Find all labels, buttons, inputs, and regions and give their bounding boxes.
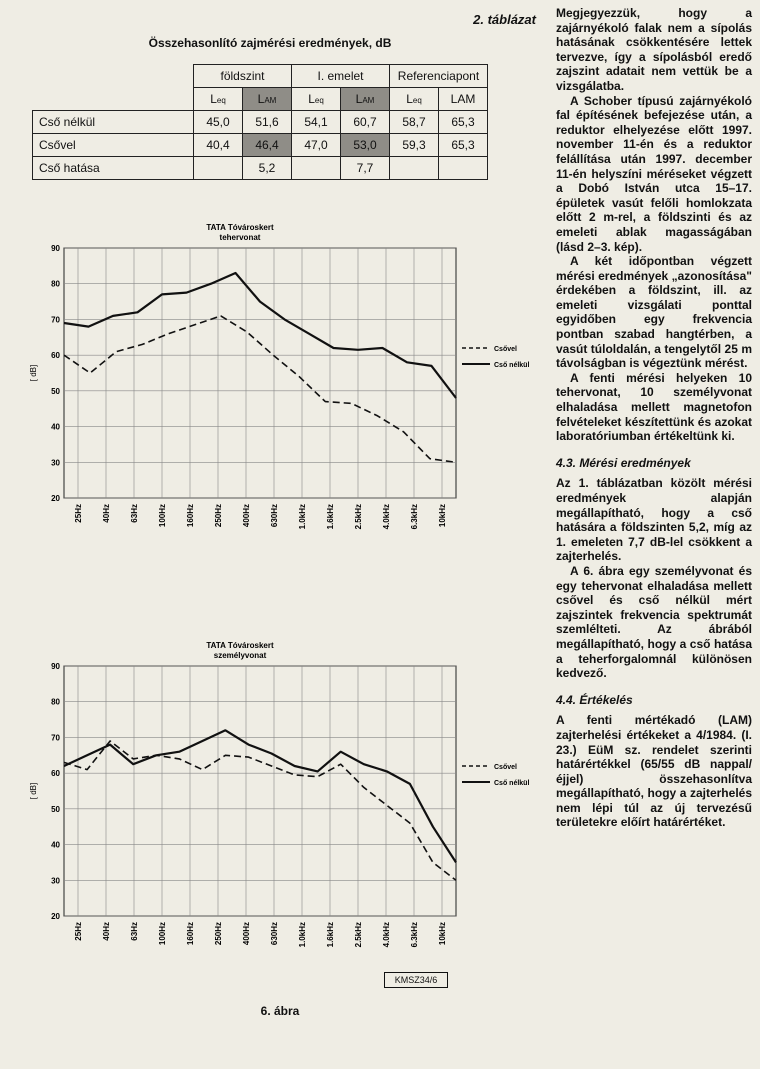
- paragraph: A két időpontban végzett mérési eredmények „azonosítása" érdekében a földszint, ill. az emeleti vizsgálati ponttal egyidőben egy frekvencia pontban szabad hangtérben, a vasút túloldalán, a tengelytől 25 m távolságban is végeztünk mérést.: [556, 254, 752, 371]
- table-cell: 60,7: [341, 111, 390, 134]
- table-cell: 54,1: [292, 111, 341, 134]
- y-tick-label: 60: [51, 351, 60, 361]
- table-cell: [292, 157, 341, 180]
- table-cell: 7,7: [341, 157, 390, 180]
- table-row: [33, 134, 488, 157]
- sub-header: LAM: [341, 88, 390, 111]
- y-axis-label: [ dB]: [29, 782, 38, 800]
- x-tick-label: 1.0kHz: [298, 922, 307, 948]
- y-tick-label: 90: [51, 244, 60, 253]
- body-text-column: [556, 6, 752, 830]
- table-row: [33, 111, 488, 134]
- x-tick-label: 4.0kHz: [382, 922, 391, 948]
- table-cell: 46,4: [243, 134, 292, 157]
- x-tick-label: 2.5kHz: [354, 504, 363, 530]
- row-label: Csővel: [33, 134, 194, 157]
- sub-header: LAM: [439, 88, 488, 111]
- y-tick-label: 70: [51, 315, 60, 325]
- x-tick-label: 4.0kHz: [382, 504, 391, 530]
- x-tick-label: 250Hz: [214, 922, 223, 946]
- y-tick-label: 20: [51, 494, 60, 503]
- x-tick-label: 63Hz: [130, 504, 139, 523]
- table-title: Összehasonlító zajmérési eredmények, dB: [148, 36, 392, 50]
- y-tick-label: 80: [51, 697, 60, 707]
- x-tick-label: 1.6kHz: [326, 922, 335, 948]
- chart-title: TATA Tóvároskert: [206, 641, 274, 650]
- sub-header: Leq: [194, 88, 243, 111]
- y-tick-label: 80: [51, 279, 60, 289]
- y-tick-label: 90: [51, 662, 60, 671]
- table-corner: [33, 65, 194, 88]
- x-tick-label: 40Hz: [102, 504, 111, 523]
- plot-area: [64, 666, 456, 916]
- table-corner: [33, 88, 194, 111]
- sub-header: Leq: [390, 88, 439, 111]
- table-cell: 58,7: [390, 111, 439, 134]
- chart-tehervonat: [10, 218, 550, 548]
- section-heading: 4.3. Mérési eredmények: [556, 455, 691, 470]
- chart-title: TATA Tóvároskert: [206, 223, 274, 232]
- legend-label: Csővel: [494, 764, 517, 771]
- x-tick-label: 10kHz: [438, 504, 447, 528]
- x-tick-label: 6.3kHz: [410, 922, 419, 948]
- legend-label: Cső nélkül: [494, 780, 530, 787]
- x-tick-label: 1.0kHz: [298, 504, 307, 530]
- table-cell: 53,0: [341, 134, 390, 157]
- paragraph: A fenti mérési helyeken 10 tehervonat, 10 személyvonat elhaladása mellett magnetofon felvételeket készítettünk és azokat laboratóriumban értékeltünk ki.: [556, 370, 752, 444]
- paragraph: A fenti mértékadó (LAM) zajterhelési értékeket a 4/1984. (I. 23.) EüM sz. rendelet szerinti határértékkel (65/55 dB nappal/éjjel) összehasonlítva megállapítható, hogy a zajterhelés nem lépi túl az új tervezésű területekre előírt határértéket.: [556, 713, 752, 830]
- table-row: [33, 157, 488, 180]
- y-tick-label: 50: [51, 804, 60, 814]
- x-tick-label: 2.5kHz: [354, 922, 363, 948]
- paragraph: Az 1. táblázatban közölt mérési eredmények alapján megállapítható, hogy a cső hatására a földszinten 5,2, míg az 1. emeleten 7,7 dB-lel csökkent a zajterhelés.: [556, 476, 752, 564]
- table-cell: 40,4: [194, 134, 243, 157]
- sub-header: Leq: [292, 88, 341, 111]
- table-cell: 51,6: [243, 111, 292, 134]
- table-cell: [439, 157, 488, 180]
- y-tick-label: 30: [51, 458, 60, 468]
- paragraph: Megjegyezzük, hogy a zajárnyékoló falak nem a sípolás hatásának csökkentésére lettek tervezve, így a sípolásból eredő zajszint adatait nem vettük be a vizsgálatba.: [556, 6, 752, 93]
- chart-subtitle: tehervonat: [219, 233, 261, 242]
- legend-label: Csővel: [494, 346, 517, 353]
- x-tick-label: 630Hz: [270, 504, 279, 528]
- table-cell: [390, 157, 439, 180]
- y-axis-label: [ dB]: [29, 364, 38, 382]
- chart-subtitle: személyvonat: [213, 651, 267, 660]
- x-tick-label: 40Hz: [102, 922, 111, 941]
- x-tick-label: 250Hz: [214, 504, 223, 528]
- plot-area: [64, 248, 456, 498]
- y-tick-label: 20: [51, 912, 60, 921]
- table-cell: [194, 157, 243, 180]
- chart-szemelyvonat: [10, 636, 550, 966]
- x-tick-label: 100Hz: [158, 504, 167, 528]
- paragraph: A 6. ábra egy személyvonat és egy tehervonat elhaladása mellett csővel és cső nélkül mért zajszintek frekvencia spektrumát szemlélteti. Az ábrából megállapítható, hogy a cső hatása a teherforgalomnál különösen kedvező.: [556, 563, 752, 681]
- x-tick-label: 400Hz: [242, 922, 251, 946]
- y-tick-label: 50: [51, 386, 60, 396]
- y-tick-label: 60: [51, 769, 60, 779]
- sub-header: LAM: [243, 88, 292, 111]
- x-tick-label: 10kHz: [438, 922, 447, 946]
- legend-label: Cső nélkül: [494, 362, 530, 369]
- x-tick-label: 1.6kHz: [326, 504, 335, 530]
- table-cell: 45,0: [194, 111, 243, 134]
- y-tick-label: 40: [51, 840, 60, 850]
- x-tick-label: 25Hz: [74, 504, 83, 523]
- x-tick-label: 25Hz: [74, 922, 83, 941]
- table-cell: 59,3: [390, 134, 439, 157]
- group-header: Referenciapont: [390, 65, 488, 88]
- row-label: Cső nélkül: [33, 111, 194, 134]
- x-tick-label: 100Hz: [158, 922, 167, 946]
- x-tick-label: 160Hz: [186, 504, 195, 528]
- row-label: Cső hatása: [33, 157, 194, 180]
- x-tick-label: 630Hz: [270, 922, 279, 946]
- table-cell: 65,3: [439, 134, 488, 157]
- section-heading: 4.4. Értékelés: [556, 692, 633, 707]
- y-tick-label: 70: [51, 733, 60, 743]
- y-tick-label: 30: [51, 876, 60, 886]
- y-tick-label: 40: [51, 422, 60, 432]
- table-number: 2. táblázat: [473, 12, 536, 27]
- table-cell: 65,3: [439, 111, 488, 134]
- x-tick-label: 160Hz: [186, 922, 195, 946]
- comparison-table: [32, 64, 488, 180]
- group-header: I. emelet: [292, 65, 390, 88]
- group-header: földszint: [194, 65, 292, 88]
- figure-caption: 6. ábra: [260, 1004, 300, 1018]
- x-tick-label: 6.3kHz: [410, 504, 419, 530]
- table-cell: 5,2: [243, 157, 292, 180]
- table-cell: 47,0: [292, 134, 341, 157]
- paragraph: A Schober típusú zajárnyékoló fal építésének befejezése után, a reduktor elhelyezése előtt 1997. november 11-én és a reduktor felállítása után 1997. december 11-én helyszíni méréseket végzett a Dobó István utca 15–17. épületek vasút felőli homlokzata előtt 2 m-rel, a földszinti és az emeleti ablak magasságában (lásd 2–3. kép).: [556, 93, 752, 254]
- figure-stamp: KMSZ34/6: [384, 972, 448, 988]
- x-tick-label: 400Hz: [242, 504, 251, 528]
- x-tick-label: 63Hz: [130, 922, 139, 941]
